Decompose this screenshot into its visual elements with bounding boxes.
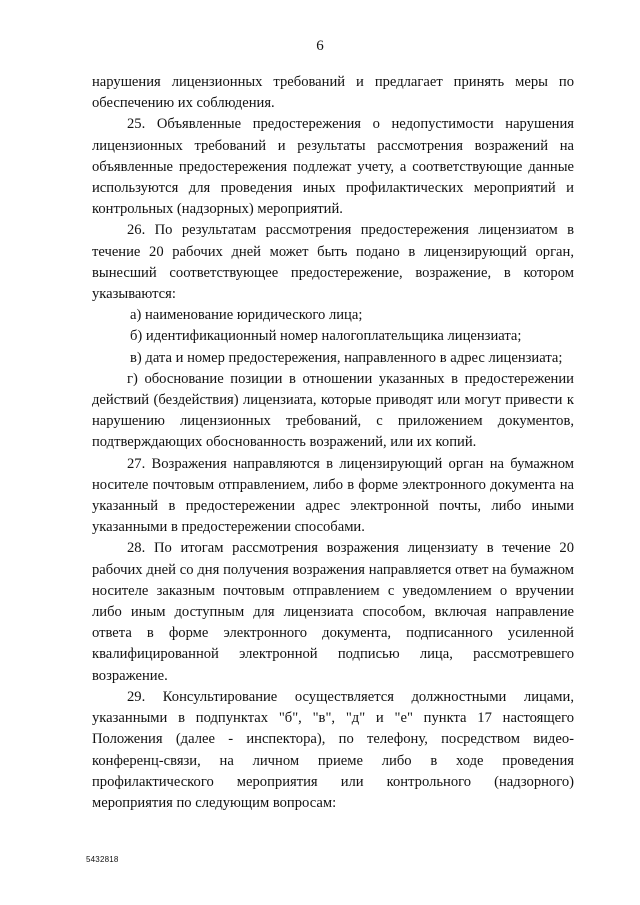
subitem-b: б) идентификационный номер налогоплательщика лицензиата; [130,328,522,345]
paragraph-25: 25. Объявленные предостережения о недопустимости нарушения лицензионных требований и результаты рассмотрения возражений на объявленные предостережения подлежат учету, а соответствующие данные используются для проведения иных профилактических мероприятий и контрольных (надзорных) мероприятий. [92,116,574,218]
document-body [92,72,574,814]
subitem-v: в) дата и номер предостережения, направленного в адрес лицензиата; [130,349,563,366]
paragraph-27: 27. Возражения направляются в лицензирующий орган на бумажном носителе почтовым отправлением, либо в форме электронного документа на указанный в предостережении адрес электронной почты, либо иными указанными в предостережении способами. [92,455,574,536]
paragraph-29: 29. Консультирование осуществляется должностными лицами, указанными в подпунктах "б", "в", "д" и "е" пункта 17 настоящего Положения (далее - инспектора), по телефону, посредством видео-конференц-связи, на личном приеме либо в ходе проведения профилактического мероприятия или контрольного (надзорного) мероприятия по следующим вопросам: [92,688,574,811]
paragraph-continuation: нарушения лицензионных требований и предлагает принять меры по обеспечению их соблюдения. [92,74,574,112]
footer-code: 5432818 [86,855,119,864]
subitem-g: г) обоснование позиции в отношении указанных в предостережении действий (бездействия) лицензиата, которые приводят или могут привести к нарушению лицензионных требований, с приложением документов, подтверждающих обоснованность возражений, или их копий. [92,370,574,451]
subitem-a: а) наименование юридического лица; [130,307,363,324]
paragraph-26: 26. По результатам рассмотрения предостережения лицензиатом в течение 20 рабочих дней может быть подано в лицензирующий орган, вынесший соответствующее предостережение, возражение, в котором указываются: [92,222,574,303]
paragraph-28: 28. По итогам рассмотрения возражения лицензиату в течение 20 рабочих дней со дня получения возражения направляется ответ на бумажном носителе заказным почтовым отправлением с уведомлением о вручении либо иным доступным для лицензиата способом, включая направление ответа в форме электронного документа, подписанного усиленной квалифицированной электронной подписью лица, рассмотревшего возражение. [92,540,574,684]
page-number: 6 [316,38,324,54]
